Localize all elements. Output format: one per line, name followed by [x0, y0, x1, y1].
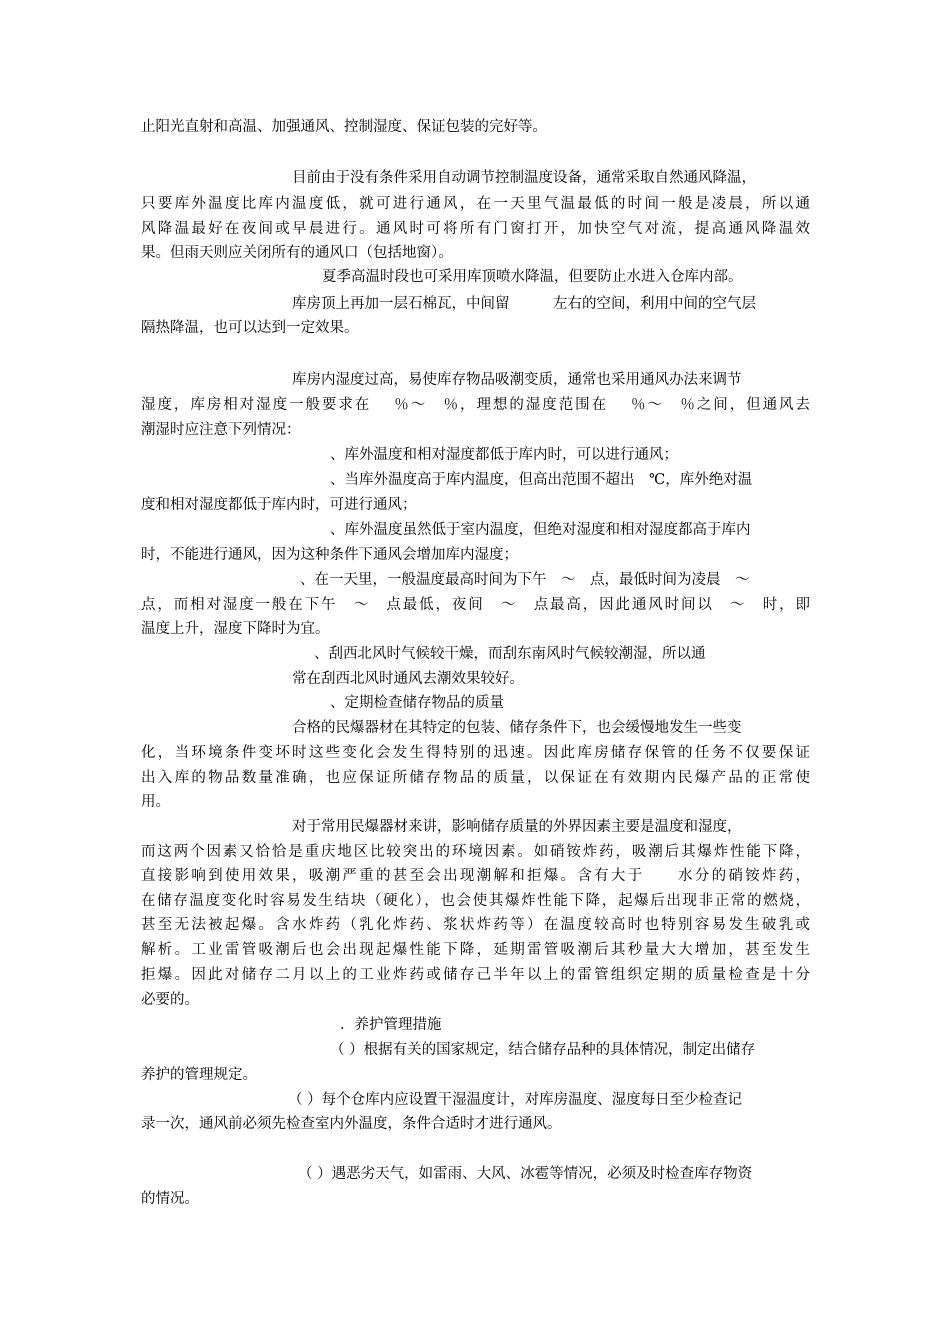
text-line: 点，而相对湿度一般在下午 ～ 点最低，夜间 ～ 点最高，因此通风时间以 ～ 时，即 [141, 597, 810, 613]
text-line: 潮湿时应注意下列情况： [141, 422, 301, 438]
list-item: （ ）根据有关的国家规定，结合储存品种的具体情况，制定出储存 [330, 1042, 756, 1058]
text-line: 风降温最好在夜间或早晨进行。通风时可将所有门窗打开，加快空气对流，提高通风降温效 [141, 221, 810, 237]
text-line: 解析。工业雷管吸潮后也会出现起爆性能下降，延期雷管吸潮后其秒量大大增加，甚至发生 [141, 942, 810, 958]
text-line: 录一次，通风前必须先检查室内外温度，条件合适时才进行通风。 [141, 1116, 562, 1132]
text-line: 只要库外温度比库内温度低，就可进行通风，在一天里气温最低的时间一般是凌晨，所以通 [141, 196, 810, 212]
paragraph-start: 合格的民爆器材在其特定的包装、储存条件下，也会缓慢地发生一些变 [292, 720, 742, 736]
list-item: 、在一天里，一般温度最高时间为下午 ～ 点，最低时间为凌晨 ～ [300, 572, 750, 588]
text-line: 湿度，库房相对湿度一般要求在 ％～ ％，理想的湿度范围在 ％～ ％之间，但通风去 [141, 397, 810, 413]
list-item: 、刮西北风时气候较干燥，而刮东南风时气候较潮湿，所以通 [314, 646, 706, 662]
list-item: （ ）每个仓库内应设置干湿温度计，对库房温度、湿度每日至少检查记 [288, 1092, 743, 1108]
list-item: 、当库外温度高于库内温度，但高出范围不超出 ℃，库外绝对温 [330, 472, 753, 488]
text-line: 果。但雨天则应关闭所有的通风口（包括地窗）。 [141, 245, 453, 261]
text-line: 止阳光直射和高温、加强通风、控制湿度、保证包装的完好等。 [141, 119, 547, 135]
paragraph-start: 对于常用民爆器材来讲，影响储存质量的外界因素主要是温度和湿度， [292, 819, 742, 835]
text-line: 常在刮西北风时通风去潮效果较好。 [292, 671, 524, 687]
text-line: 的情况。 [141, 1191, 199, 1207]
text-line: 温度上升，湿度下降时为宜。 [141, 621, 330, 637]
text-line: 在储存温度变化时容易发生结块（硬化），也会使其爆炸性能下降，起爆后出现非正常的燃烧， [141, 893, 810, 909]
text-line: 时，不能进行通风，因为这种条件下通风会增加库内湿度； [141, 547, 518, 563]
text-line: 直接影响到使用效果，吸潮严重的甚至会出现潮解和拒爆。含有大于 水分的硝铵炸药， [141, 868, 810, 884]
text-line: 甚至无法被起爆。含水炸药（乳化炸药、浆状炸药等）在温度较高时也特别容易发生破乳或 [141, 917, 810, 933]
list-item: （ ）遇恶劣天气，如雷雨、大风、冰雹等情况，必须及时检查库存物资 [298, 1166, 753, 1182]
list-item: 、库外温度和相对湿度都低于库内时，可以进行通风； [330, 447, 678, 463]
paragraph-start: 库房顶上再加一层石棉瓦，中间留 左右的空间，利用中间的空气层 [292, 296, 756, 312]
text-line: 养护的管理规定。 [141, 1067, 257, 1083]
text-line: 拒爆。因此对储存二月以上的工业炸药或储存己半年以上的雷管组织定期的质量检查是十分 [141, 967, 810, 983]
section-heading: 、定期检查储存物品的质量 [330, 695, 504, 711]
text-line: 化，当环境条件变坏时这些变化会发生得特别的迅速。因此库房储存保管的任务不仅要保证 [141, 745, 810, 761]
section-heading: ．养护管理措施 [340, 1017, 442, 1033]
text-line: 度和相对湿度都低于库内时，可进行通风； [141, 497, 417, 513]
text-line: 出入库的物品数量准确，也应保证所储存物品的质量，以保证在有效期内民爆产品的正常使 [141, 770, 810, 786]
paragraph-start: 目前由于没有条件采用自动调节控制温度设备，通常采取自然通风降温， [292, 170, 756, 186]
text-line: 隔热降温，也可以达到一定效果。 [141, 320, 359, 336]
text-line: 必要的。 [141, 992, 199, 1008]
paragraph-start: 库房内湿度过高，易使库存物品吸潮变质，通常也采用通风办法来调节 [292, 372, 742, 388]
text-line: 用。 [141, 794, 170, 810]
list-item: 、库外温度虽然低于室内温度，但绝对湿度和相对湿度都高于库内 [330, 522, 751, 538]
text-line: 而这两个因素又恰恰是重庆地区比较突出的环境因素。如硝铵炸药，吸潮后其爆炸性能下降， [141, 844, 810, 860]
paragraph-start: 夏季高温时段也可采用库顶喷水降温，但要防止水进入仓库内部。 [322, 269, 743, 285]
